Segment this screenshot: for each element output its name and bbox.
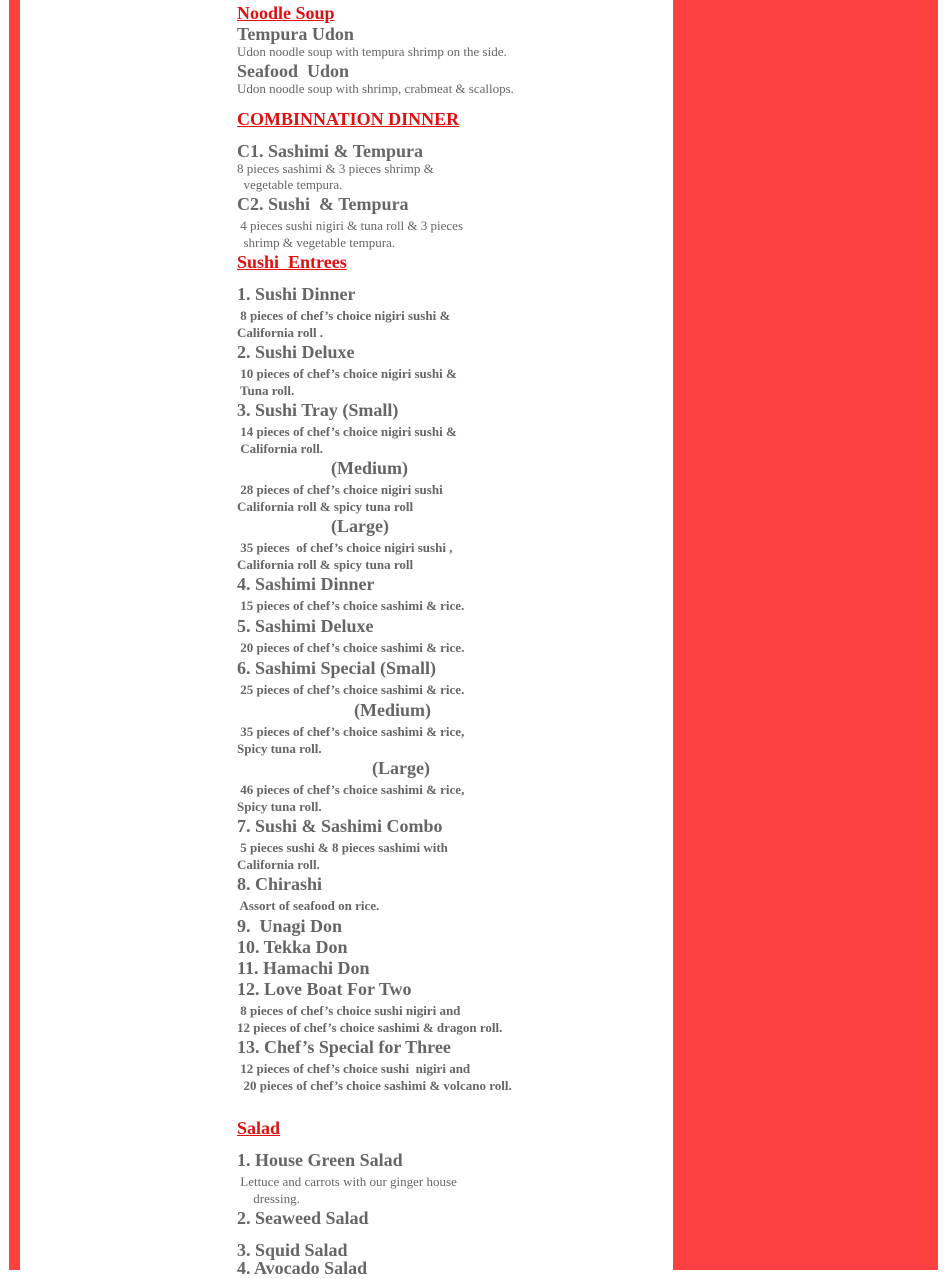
menu-item-desc: Assort of seafood on rice. — [237, 898, 380, 913]
menu-size-label: (Medium) — [331, 458, 408, 478]
menu-item-name: 8. Chirashi — [237, 874, 323, 894]
menu-item-desc: 12 pieces of chef’s choice sashimi & dragon roll. — [237, 1020, 503, 1035]
menu-item-desc: shrimp & vegetable tempura. — [237, 235, 396, 250]
section-title-salad: Salad — [237, 1118, 281, 1138]
menu-item-name: C2. Sushi & Tempura — [237, 194, 409, 214]
menu-item-desc: California roll. — [237, 857, 320, 872]
menu-item-name: 10. Tekka Don — [237, 937, 348, 957]
section-title-noodle-soup: Noodle Soup — [237, 3, 335, 23]
menu-item-desc: 4 pieces sushi nigiri & tuna roll & 3 pieces — [237, 218, 464, 233]
menu-item-desc: California roll & spicy tuna roll — [237, 557, 414, 572]
menu-item-name: 2. Sushi Deluxe — [237, 342, 355, 362]
menu-item-name: C1. Sashimi & Tempura — [237, 141, 424, 161]
menu-item-desc: 10 pieces of chef’s choice nigiri sushi & — [237, 366, 457, 381]
menu-item-desc: 35 pieces of chef’s choice sashimi & rice, — [237, 724, 465, 739]
right-accent-bar — [673, 0, 938, 1270]
menu-item-desc: 8 pieces of chef’s choice sushi nigiri and — [237, 1003, 461, 1018]
menu-item-desc: 28 pieces of chef’s choice nigiri sushi — [237, 482, 443, 497]
menu-item-desc: 35 pieces of chef’s choice nigiri sushi , — [237, 540, 453, 555]
left-accent-bar — [9, 0, 20, 1270]
menu-item-name: 4. Sashimi Dinner — [237, 574, 375, 594]
menu-size-label: (Large) — [331, 516, 389, 536]
menu-item-desc: 12 pieces of chef’s choice sushi nigiri and — [237, 1061, 471, 1076]
menu-item-name: 5. Sashimi Deluxe — [237, 616, 374, 636]
menu-size-label: (Large) — [372, 758, 430, 778]
menu-item-desc: California roll. — [237, 441, 324, 456]
menu-item-desc: Tuna roll. — [237, 383, 295, 398]
menu-item-desc: California roll & spicy tuna roll — [237, 499, 414, 514]
menu-item-desc: Spicy tuna roll. — [237, 799, 322, 814]
menu-item-desc: 8 pieces sashimi & 3 pieces shrimp & — [237, 161, 434, 176]
menu-item-name: Seafood Udon — [237, 61, 350, 81]
menu-item-desc: 15 pieces of chef’s choice sashimi & rice. — [237, 598, 465, 613]
menu-item-name: 2. Seaweed Salad — [237, 1208, 369, 1228]
menu-item-name: 1. House Green Salad — [237, 1150, 403, 1170]
menu-item-desc: Udon noodle soup with shrimp, crabmeat & scallops. — [237, 81, 514, 96]
menu-item-desc: 14 pieces of chef’s choice nigiri sushi & — [237, 424, 457, 439]
menu-item-name: 3. Sushi Tray (Small) — [237, 400, 399, 420]
menu-item-desc: 5 pieces sushi & 8 pieces sashimi with — [237, 840, 448, 855]
menu-item-name: 7. Sushi & Sashimi Combo — [237, 816, 443, 836]
menu-item-desc: 25 pieces of chef’s choice sashimi & rice. — [237, 682, 465, 697]
menu-item-name: 9. Unagi Don — [237, 916, 343, 936]
menu-item-desc: 20 pieces of chef’s choice sashimi & rice. — [237, 640, 465, 655]
menu-item-name: 11. Hamachi Don — [237, 958, 370, 978]
menu-item-desc: 20 pieces of chef’s choice sashimi & volcano roll. — [237, 1078, 512, 1093]
menu-item-desc: Spicy tuna roll. — [237, 741, 322, 756]
menu-item-name: 13. Chef’s Special for Three — [237, 1037, 451, 1057]
menu-item-desc: Lettuce and carrots with our ginger house — [237, 1174, 457, 1189]
menu-item-name: 1. Sushi Dinner — [237, 284, 356, 304]
menu-item-name: 6. Sashimi Special (Small) — [237, 658, 437, 678]
menu-item-desc: California roll . — [237, 325, 324, 340]
menu-size-label: (Medium) — [354, 700, 431, 720]
menu-item-name: Tempura Udon — [237, 24, 354, 44]
menu-item-desc: 8 pieces of chef’s choice nigiri sushi & — [237, 308, 451, 323]
menu-item-name: 3. Squid Salad — [237, 1240, 348, 1260]
menu-item-desc: 46 pieces of chef’s choice sashimi & rice, — [237, 782, 465, 797]
menu-item-name: 4. Avocado Salad — [237, 1258, 368, 1278]
menu-item-desc: vegetable tempura. — [237, 177, 343, 192]
menu-item-desc: Udon noodle soup with tempura shrimp on the side. — [237, 44, 507, 59]
section-title-combination-dinner: COMBINNATION DINNER — [237, 109, 460, 129]
menu-item-desc: dressing. — [237, 1191, 300, 1206]
menu-item-name: 12. Love Boat For Two — [237, 979, 412, 999]
section-title-sushi-entrees: Sushi Entrees — [237, 252, 347, 272]
